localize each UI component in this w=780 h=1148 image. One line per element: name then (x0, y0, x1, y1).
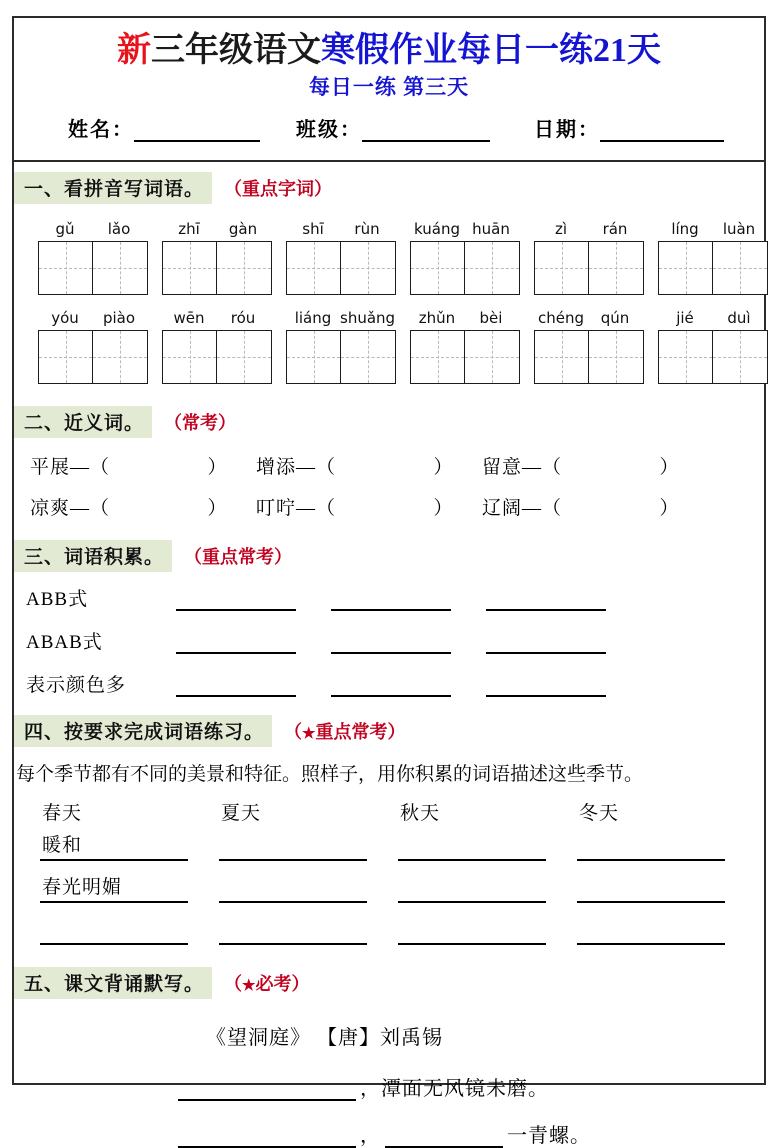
pinyin-syllable: gǔ (55, 220, 75, 238)
pinyin-word-group (38, 309, 148, 384)
pinyin-syllable: líng (671, 220, 699, 238)
season-column-label: 夏天 (221, 803, 262, 824)
name-label: 姓名： (68, 119, 134, 141)
tianzige-cell[interactable] (341, 242, 395, 294)
pinyin-syllable: wēn (173, 309, 205, 327)
tianzige-cell[interactable] (93, 242, 147, 294)
word-accumulation-row (14, 670, 764, 697)
season-answer-blank[interactable] (40, 859, 188, 861)
poem-line-2-comma: ， (360, 1125, 381, 1147)
season-answer-cell[interactable] (398, 827, 577, 861)
star-icon: ★ (302, 726, 316, 742)
tianzige-cell[interactable] (39, 331, 93, 383)
synonym-prompt: 留意—（ (482, 457, 563, 478)
star-icon: ★ (242, 978, 256, 994)
pinyin-syllable: qún (600, 309, 630, 327)
synonym-close: ） (433, 498, 454, 519)
pinyin-syllable: shī (302, 220, 324, 238)
synonym-item[interactable] (30, 493, 256, 520)
section-4-note (284, 718, 405, 744)
season-column-label: 秋天 (400, 803, 441, 824)
pinyin-syllable: huān (472, 220, 510, 238)
page-title (14, 30, 764, 72)
tianzige-cell[interactable] (535, 242, 589, 294)
word-accumulation-blank[interactable] (486, 595, 606, 611)
tianzige-cell[interactable] (411, 242, 465, 294)
title-part-black: 三年级语文 (151, 32, 321, 69)
pinyin-pair (410, 220, 520, 238)
poem-blank-2[interactable] (178, 1128, 356, 1148)
tianzige-cell[interactable] (465, 331, 519, 383)
word-accumulation-row (14, 584, 764, 611)
pinyin-word-group (658, 309, 768, 384)
season-answer-cell[interactable] (398, 911, 577, 945)
synonym-close: ） (659, 498, 680, 519)
tianzige-box-pair (534, 241, 644, 295)
poem-title: 《望洞庭》 【唐】刘禹锡 (206, 1027, 443, 1049)
season-answer-cell[interactable] (40, 869, 219, 903)
title-part-red: 新 (117, 32, 151, 69)
pinyin-pair (286, 309, 396, 327)
season-answer-row (14, 911, 764, 945)
date-input-blank[interactable] (600, 122, 724, 142)
tianzige-cell[interactable] (535, 331, 589, 383)
poem-line-2 (14, 1119, 764, 1148)
date-label: 日期： (534, 119, 600, 141)
season-answer-blank[interactable] (219, 943, 367, 945)
synonym-item[interactable] (256, 493, 482, 520)
season-answer-blank[interactable] (577, 901, 725, 903)
note-open-paren: （ (284, 722, 303, 742)
season-answer-row (14, 869, 764, 903)
synonym-close: ） (433, 457, 454, 478)
word-accumulation-blank[interactable] (176, 638, 296, 654)
poem-line-2-text: 一青螺。 (507, 1125, 591, 1147)
word-accumulation-label: ABAB式 (26, 632, 103, 653)
tianzige-cell[interactable] (39, 242, 93, 294)
pinyin-pair (658, 309, 768, 327)
synonym-prompt: 辽阔—（ (482, 498, 563, 519)
tianzige-cell[interactable] (589, 242, 643, 294)
tianzige-box-pair (534, 330, 644, 384)
pinyin-word-group (534, 309, 644, 384)
pinyin-word-group (410, 309, 520, 384)
season-answer-cell[interactable] (40, 827, 219, 861)
section-5 (14, 967, 764, 1148)
synonym-close: ） (207, 457, 228, 478)
note-open-paren: （ (224, 974, 243, 994)
season-answer-blank[interactable] (398, 943, 546, 945)
season-answer-blank[interactable] (40, 901, 188, 903)
pinyin-syllable: zhī (178, 220, 200, 238)
tianzige-cell[interactable] (163, 331, 217, 383)
section-2-note: （常考） (164, 413, 237, 433)
tianzige-box-pair (286, 241, 396, 295)
synonym-prompt: 平展—（ (30, 457, 111, 478)
word-accumulation-label: ABB式 (26, 589, 89, 610)
pinyin-syllable: liáng (294, 309, 332, 327)
season-example-word: 春光明媚 (42, 877, 123, 898)
pinyin-syllable: zhǔn (418, 309, 456, 327)
section-3-heading (14, 540, 764, 572)
section-5-title: 五、课文背诵默写。 (14, 967, 212, 999)
synonym-prompt: 凉爽—（ (30, 498, 111, 519)
word-accumulation-row (14, 627, 764, 654)
pinyin-syllable: gàn (228, 220, 258, 238)
word-accumulation-blank[interactable] (176, 681, 296, 697)
season-answer-blank[interactable] (398, 859, 546, 861)
season-column-label: 春天 (42, 803, 83, 824)
section-1 (14, 172, 764, 384)
pinyin-syllable: rùn (354, 220, 380, 238)
tianzige-box-pair (410, 330, 520, 384)
class-label: 班级： (296, 119, 362, 141)
section-4-title: 四、按要求完成词语练习。 (14, 715, 272, 747)
synonym-item[interactable] (256, 452, 482, 479)
section-5-heading (14, 967, 764, 999)
section-1-note: （重点字词） (224, 179, 333, 199)
season-answer-cell[interactable] (398, 869, 577, 903)
section-2-title: 二、近义词。 (14, 406, 152, 438)
tianzige-cell[interactable] (659, 331, 713, 383)
section-1-title: 一、看拼音写词语。 (14, 172, 212, 204)
word-accumulation-blank[interactable] (331, 595, 451, 611)
word-accumulation-label: 表示颜色多 (26, 675, 127, 696)
class-field[interactable] (296, 113, 490, 142)
pinyin-syllable: lǎo (107, 220, 131, 238)
poem-blank-1[interactable] (178, 1081, 356, 1101)
pinyin-word-group (534, 220, 644, 295)
season-answer-row (14, 827, 764, 861)
tianzige-cell[interactable] (713, 242, 767, 294)
section-3 (14, 540, 764, 697)
season-column-label: 冬天 (579, 803, 620, 824)
pinyin-word-group (286, 220, 396, 295)
season-answer-blank[interactable] (577, 943, 725, 945)
pinyin-pair (38, 220, 148, 238)
tianzige-cell[interactable] (465, 242, 519, 294)
pinyin-syllable: duì (727, 309, 751, 327)
pinyin-pair (162, 220, 272, 238)
tianzige-box-pair (410, 241, 520, 295)
pinyin-pair (286, 220, 396, 238)
pinyin-syllable: kuáng (414, 220, 460, 238)
section-2 (14, 406, 764, 520)
pinyin-syllable: rán (602, 220, 628, 238)
tianzige-cell[interactable] (341, 331, 395, 383)
pinyin-word-group (286, 309, 396, 384)
synonym-prompt: 叮咛—（ (256, 498, 337, 519)
word-accumulation-blank[interactable] (331, 638, 451, 654)
season-answer-blank[interactable] (577, 859, 725, 861)
pinyin-word-group (410, 220, 520, 295)
season-answer-cell[interactable] (577, 869, 756, 903)
class-input-blank[interactable] (362, 122, 490, 142)
tianzige-cell[interactable] (217, 242, 271, 294)
note-text: 必考） (255, 974, 310, 994)
tianzige-cell[interactable] (659, 242, 713, 294)
word-accumulation-blank[interactable] (486, 638, 606, 654)
note-text: 重点常考） (315, 722, 406, 742)
season-answer-blank[interactable] (219, 901, 367, 903)
season-header-row (14, 798, 764, 825)
tianzige-cell[interactable] (93, 331, 147, 383)
pinyin-grid-row-1 (14, 220, 764, 295)
pinyin-syllable: róu (230, 309, 256, 327)
pinyin-word-group (658, 220, 768, 295)
season-answer-cell[interactable] (577, 911, 756, 945)
pinyin-word-group (38, 220, 148, 295)
name-field[interactable] (68, 113, 260, 142)
pinyin-pair (534, 309, 644, 327)
season-answer-cell[interactable] (40, 911, 219, 945)
pinyin-syllable: yóu (51, 309, 79, 327)
tianzige-cell[interactable] (163, 242, 217, 294)
pinyin-pair (534, 220, 644, 238)
poem-line-1 (14, 1072, 764, 1101)
pinyin-grid-row-2 (14, 309, 764, 384)
tianzige-cell[interactable] (589, 331, 643, 383)
tianzige-box-pair (162, 330, 272, 384)
synonym-close: ） (207, 498, 228, 519)
synonym-close: ） (659, 457, 680, 478)
pinyin-syllable: zì (554, 220, 568, 238)
word-accumulation-blank[interactable] (176, 595, 296, 611)
poem-line-1-text: ，潭面无风镜未磨。 (360, 1078, 549, 1100)
worksheet-header (14, 18, 764, 162)
tianzige-cell[interactable] (287, 242, 341, 294)
season-answer-blank[interactable] (398, 901, 546, 903)
tianzige-cell[interactable] (287, 331, 341, 383)
section-4-heading (14, 715, 764, 747)
tianzige-box-pair (38, 241, 148, 295)
season-answer-cell[interactable] (577, 827, 756, 861)
tianzige-cell[interactable] (217, 331, 271, 383)
synonym-item[interactable] (30, 452, 256, 479)
pinyin-syllable: chéng (537, 309, 584, 327)
pinyin-syllable: luàn (722, 220, 756, 238)
tianzige-cell[interactable] (713, 331, 767, 383)
synonym-prompt: 增添—（ (256, 457, 337, 478)
season-answer-cell[interactable] (219, 827, 398, 861)
synonym-item[interactable] (482, 493, 708, 520)
word-accumulation-blank[interactable] (331, 681, 451, 697)
pinyin-syllable: piào (102, 309, 136, 327)
season-answer-cell[interactable] (219, 911, 398, 945)
title-part-blue: 寒假作业每日一练21天 (321, 32, 661, 69)
section-5-note (224, 970, 309, 996)
section-2-heading (14, 406, 764, 438)
pinyin-pair (658, 220, 768, 238)
pinyin-syllable: jié (676, 309, 694, 327)
pinyin-pair (410, 309, 520, 327)
tianzige-box-pair (38, 330, 148, 384)
tianzige-cell[interactable] (411, 331, 465, 383)
pinyin-word-group (162, 309, 272, 384)
synonym-item[interactable] (482, 452, 708, 479)
word-accumulation-blank[interactable] (486, 681, 606, 697)
section-4-description: 每个季节都有不同的美景和特征。照样子，用你积累的词语描述这些季节。 (16, 764, 644, 785)
tianzige-box-pair (658, 241, 768, 295)
student-info-row (14, 113, 764, 142)
tianzige-box-pair (162, 241, 272, 295)
pinyin-syllable: shuǎng (340, 309, 396, 327)
tianzige-box-pair (658, 330, 768, 384)
pinyin-syllable: bèi (479, 309, 503, 327)
section-1-heading (14, 172, 764, 204)
worksheet-body (14, 164, 764, 1147)
section-3-title: 三、词语积累。 (14, 540, 172, 572)
season-answer-blank[interactable] (40, 943, 188, 945)
section-4 (14, 715, 764, 945)
season-example-word: 暖和 (42, 835, 83, 856)
name-input-blank[interactable] (134, 122, 260, 142)
synonym-row (14, 493, 764, 520)
season-answer-cell[interactable] (219, 869, 398, 903)
synonym-row (14, 452, 764, 479)
pinyin-pair (38, 309, 148, 327)
season-answer-blank[interactable] (219, 859, 367, 861)
tianzige-box-pair (286, 330, 396, 384)
section-3-note: （重点常考） (184, 547, 293, 567)
page-subtitle: 每日一练 第三天 (308, 75, 470, 99)
date-field[interactable] (534, 113, 724, 142)
poem-blank-3[interactable] (385, 1128, 503, 1148)
pinyin-pair (162, 309, 272, 327)
pinyin-word-group (162, 220, 272, 295)
